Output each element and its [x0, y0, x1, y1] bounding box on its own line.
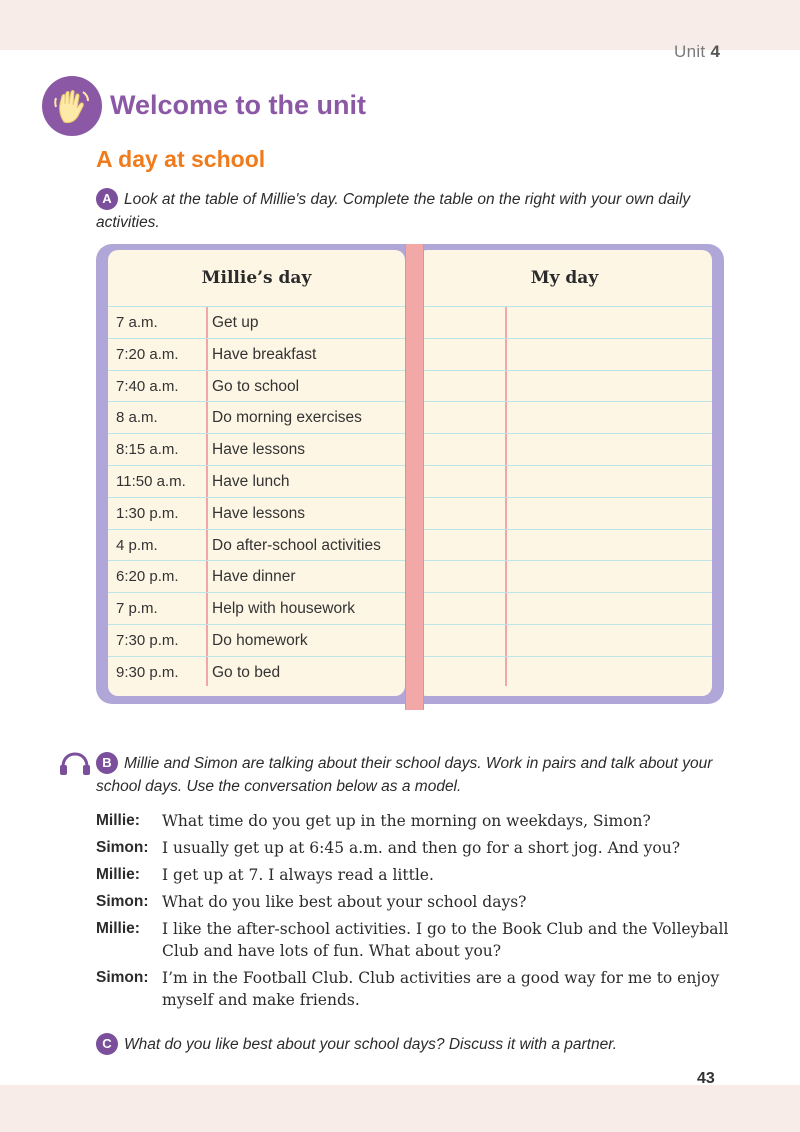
conversation-line [96, 810, 736, 832]
my-day-row[interactable] [417, 592, 712, 624]
table-row [108, 560, 405, 592]
activity-cell: Get up [212, 314, 259, 331]
speaker-name: Millie: [96, 866, 140, 883]
my-day-row[interactable] [417, 401, 712, 433]
headphones-icon [58, 751, 92, 782]
activity-cell: Do morning exercises [212, 409, 362, 427]
activity-cell: Have dinner [212, 568, 296, 586]
my-day-row[interactable] [417, 338, 712, 370]
time-cell: 4 p.m. [116, 536, 158, 554]
activity-cell: Do after-school activities [212, 536, 381, 554]
my-day-row[interactable] [417, 497, 712, 529]
time-cell: 9:30 p.m. [116, 663, 179, 681]
my-day-row[interactable] [417, 465, 712, 497]
table-row [108, 433, 405, 465]
millies-day-title: Millie’s day [201, 268, 312, 288]
table-row [108, 306, 405, 338]
millies-day-rows [108, 306, 405, 688]
table-row [108, 465, 405, 497]
exercise-a-badge: A [96, 188, 118, 210]
waving-hands-icon [42, 76, 102, 136]
utterance: What time do you get up in the morning on weekdays, Simon? [162, 812, 651, 830]
table-row [108, 624, 405, 656]
table-row [108, 370, 405, 402]
exercise-c-badge: C [96, 1033, 118, 1055]
exercise-b-instruction: B Millie and Simon are talking about their school days. Work in pairs and talk about your school days. Use the conversation below as a model. [96, 752, 736, 798]
unit-label: Unit 4 [674, 42, 721, 61]
speaker-name: Simon: [96, 839, 149, 856]
time-cell: 7:30 p.m. [116, 631, 179, 649]
conversation [96, 810, 736, 1016]
conversation-line [96, 837, 736, 859]
section-title: A day at school [96, 146, 266, 172]
welcome-title: Welcome to the unit [110, 90, 367, 120]
conversation-line [96, 891, 736, 913]
activity-cell: Have breakfast [212, 345, 317, 363]
time-cell: 7 p.m. [116, 600, 158, 618]
millies-day-page [108, 250, 405, 696]
activity-cell: Go to bed [212, 663, 281, 681]
my-day-row[interactable] [417, 370, 712, 402]
my-day-row[interactable] [417, 529, 712, 561]
utterance: What do you like best about your school days? [162, 893, 527, 911]
time-cell: 7:20 a.m. [116, 345, 179, 363]
my-day-row[interactable] [417, 560, 712, 592]
time-cell: 7 a.m. [116, 314, 158, 331]
my-day-row[interactable] [417, 624, 712, 656]
table-row [108, 338, 405, 370]
table-row [108, 656, 405, 688]
table-row [108, 592, 405, 624]
exercise-b-badge: B [96, 752, 118, 774]
my-day-row[interactable] [417, 306, 712, 338]
activity-cell: Go to school [212, 377, 300, 395]
activity-cell: Have lessons [212, 441, 306, 459]
utterance: I’m in the Football Club. Club activities are a good way for me to enjoy myself and make friends. [162, 969, 720, 1009]
utterance: I get up at 7. I always read a little. [162, 866, 434, 884]
time-cell: 7:40 a.m. [116, 377, 179, 395]
table-row [108, 497, 405, 529]
speaker-name: Simon: [96, 969, 149, 986]
conversation-line [96, 967, 736, 1011]
notebook-spine [405, 244, 424, 710]
bottom-band [0, 1085, 800, 1132]
speaker-name: Millie: [96, 920, 140, 937]
time-cell: 6:20 p.m. [116, 568, 179, 586]
conversation-line [96, 918, 736, 962]
utterance: I usually get up at 6:45 a.m. and then go for a short jog. And you? [162, 839, 681, 857]
my-day-title: My day [530, 268, 599, 288]
table-row [108, 401, 405, 433]
my-day-row[interactable] [417, 656, 712, 688]
speaker-name: Millie: [96, 812, 140, 829]
my-day-page [417, 250, 712, 696]
table-row [108, 529, 405, 561]
activity-cell: Have lessons [212, 504, 306, 522]
time-cell: 8 a.m. [116, 409, 158, 427]
exercise-c-instruction: C What do you like best about your school days? Discuss it with a partner. [96, 1033, 736, 1056]
activity-cell: Help with housework [212, 600, 356, 618]
activity-cell: Have lunch [212, 472, 290, 490]
my-day-row[interactable] [417, 433, 712, 465]
time-cell: 8:15 a.m. [116, 441, 179, 459]
speaker-name: Simon: [96, 893, 149, 910]
time-cell: 1:30 p.m. [116, 504, 179, 522]
conversation-line [96, 864, 736, 886]
utterance: I like the after-school activities. I go to the Book Club and the Volleyball Club and have lots of fun. What about you? [162, 920, 729, 960]
page-number: 43 [697, 1070, 715, 1087]
activity-cell: Do homework [212, 631, 308, 649]
exercise-a-instruction: A Look at the table of Millie's day. Complete the table on the right with your own daily activities. [96, 188, 736, 234]
my-day-rows [417, 306, 712, 688]
time-cell: 11:50 a.m. [116, 472, 186, 490]
